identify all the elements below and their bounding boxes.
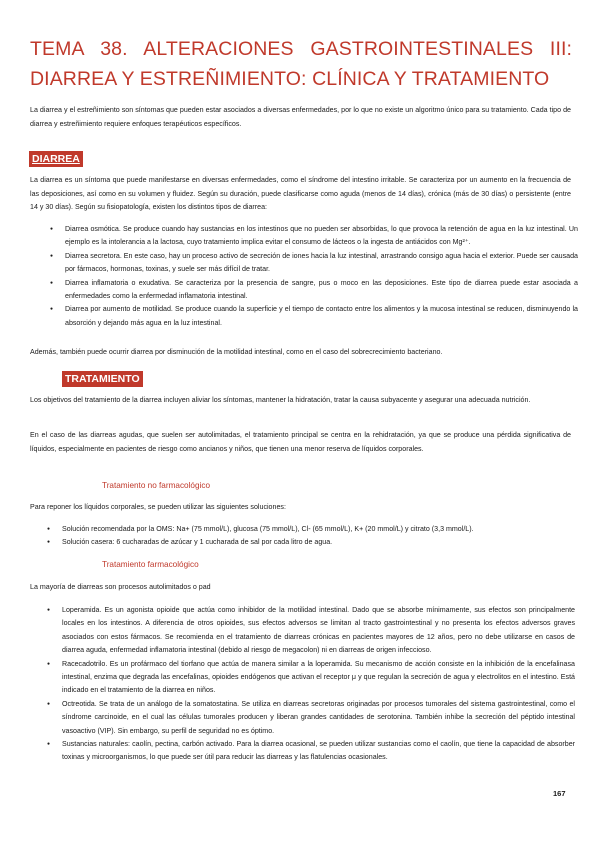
tratamiento-paragraph-1: Los objetivos del tratamiento de la diarrea incluyen aliviar los síntomas, mantener la hidratación, tratar la causa subyacente y asegurar una adecuada nutrición. — [30, 396, 531, 404]
list-item: ● Diarrea por aumento de motilidad. Se produce cuando la superficie y el tiempo de contacto entre los alimentos y la mucosa intestinal se reducen, disminuyendo la absorción y dejando más agua en la luz intestinal. — [65, 303, 578, 330]
tratamiento-heading: TRATAMIENTO — [62, 371, 143, 387]
farmacologico-intro: La mayoría de diarreas son procesos autolimitados o pad — [30, 583, 211, 591]
list-item: ● Sustancias naturales: caolín, pectina, carbón activado. Para la diarrea ocasional, se pueden utilizar sustancias como el caolín, que tiene la capacidad de absorber toxinas y microorganismos, lo que puede ser útil para reducir las diarreas y las flatulencias ocasionales. — [62, 738, 575, 765]
list-item: ● Octreotida. Se trata de un análogo de la somatostatina. Se utiliza en diarreas secretoras originadas por procesos tumorales del sistema gastrointestinal, como el síndrome carcinoide, en el cual las células tumorales producen y liberan grandes cantidades de serotonina. También inhibe la secreción del péptido intestinal vasoactivo (VIP). Sin embargo, su perfil de seguridad no es óptimo. — [62, 698, 575, 738]
farmacologico-list — [62, 604, 575, 765]
list-item: ● Racecadotrilo. Es un profármaco del tiorfano que actúa de manera similar a la loperamida. Su mecanismo de acción consiste en la inhibición de la encefalinasa intestinal, enzima que degrada las encefalinas, opioides endógenos que activan el receptor μ y que regulan la secreción de agua y electrolitos en el intestino. Está indicado en el tratamiento de la diarrea en niños. — [62, 658, 575, 698]
list-item: ● Diarrea secretora. En este caso, hay un proceso activo de secreción de iones hacia la luz intestinal, arrastrando consigo agua hacia el exterior. Puede ser causada por fármacos, hormonas, toxinas, y suele ser más difícil de tratar. — [65, 250, 578, 277]
tratamiento-paragraph-2: En el caso de las diarreas agudas, que suelen ser autolimitadas, el tratamiento principal se centra en la rehidratación, ya que se produce una pérdida significativa de líquidos, especialmente en pacientes de riesgo como ancianos y niños, que tienen una menor reserva de líquidos corporales. — [30, 431, 571, 453]
list-item: ● Diarrea osmótica. Se produce cuando hay sustancias en los intestinos que no pueden ser absorbidas, lo que provoca la retención de agua en la luz intestinal. Un ejemplo es la intolerancia a la lactosa, cuyo tratamiento implica evitar el consumo de lácteos o la ingesta de antiácidos con Mg²⁺. — [65, 223, 578, 250]
list-item: ● Diarrea inflamatoria o exudativa. Se caracteriza por la presencia de sangre, pus o moco en las deposiciones. Este tipo de diarrea puede estar asociada a enfermedades como la enfermedad inflamatoria intestinal. — [65, 277, 578, 304]
farmacologico-heading: Tratamiento farmacológico — [102, 560, 199, 569]
diarrea-types-list — [65, 223, 578, 330]
list-item: ● Solución recomendada por la OMS: Na+ (75 mmol/L), glucosa (75 mmol/L), Cl- (65 mmol/L), K+ (20 mmol/L) y citrato (3,3 mmol/L). — [62, 523, 575, 536]
no-farmacologico-list — [62, 523, 575, 550]
list-item: ● Loperamida. Es un agonista opioide que actúa como inhibidor de la motilidad intestinal. Dado que se absorbe mínimamente, sus efectos son principalmente locales en los intestinos. A diferencia de otros opioides, sus efectos adversos se limitan al tracto gastrointestinal y no presenta los efectos adversos graves asociados con estos fármacos. Se recomienda en el tratamiento de diarreas crónicas en pacientes mayores de 12 años, pero no debe utilizarse en casos de diarrea aguda, enfermedad inflamatoria intestinal (debido al riesgo de megacolon) ni en diarreas de origen infeccioso. — [62, 604, 575, 658]
title-line-1: TEMA 38. ALTERACIONES GASTROINTESTINALES III: — [30, 38, 572, 60]
no-farmacologico-intro: Para reponer los líquidos corporales, se pueden utilizar las siguientes soluciones: — [30, 503, 286, 511]
page-title — [30, 34, 572, 94]
diarrea-paragraph: La diarrea es un síntoma que puede manifestarse en diversas enfermedades, como el síndrome del intestino irritable. Se caracteriza por un aumento en la frecuencia de las deposiciones, así como en su volumen y fluidez. Según su duración, puede clasificarse como aguda (menos de 14 días), crónica (más de 30 días) o persistente (entre 14 y 30 días). Según su fisiopatología, existen los distintos tipos de diarrea: — [30, 176, 571, 212]
diarrea-extra-paragraph: Además, también puede ocurrir diarrea por disminución de la motilidad intestinal, como en el caso del sobrecrecimiento bacteriano. — [30, 348, 443, 356]
no-farmacologico-heading: Tratamiento no farmacológico — [102, 481, 211, 490]
diarrea-heading: DIARREA — [29, 151, 83, 167]
list-item: ● Solución casera: 6 cucharadas de azúcar y 1 cucharada de sal por cada litro de agua. — [62, 536, 575, 549]
page-number: 167 — [553, 789, 566, 798]
intro-paragraph: La diarrea y el estreñimiento son síntomas que pueden estar asociados a diversas enfermedades, por lo que no existe un algoritmo único para su tratamiento. Cada tipo de diarrea y estreñimiento requiere enfoques terapéuticos específicos. — [30, 106, 571, 128]
title-line-2: DIARREA Y ESTREÑIMIENTO: CLÍNICA Y TRATAMIENTO — [30, 68, 550, 90]
